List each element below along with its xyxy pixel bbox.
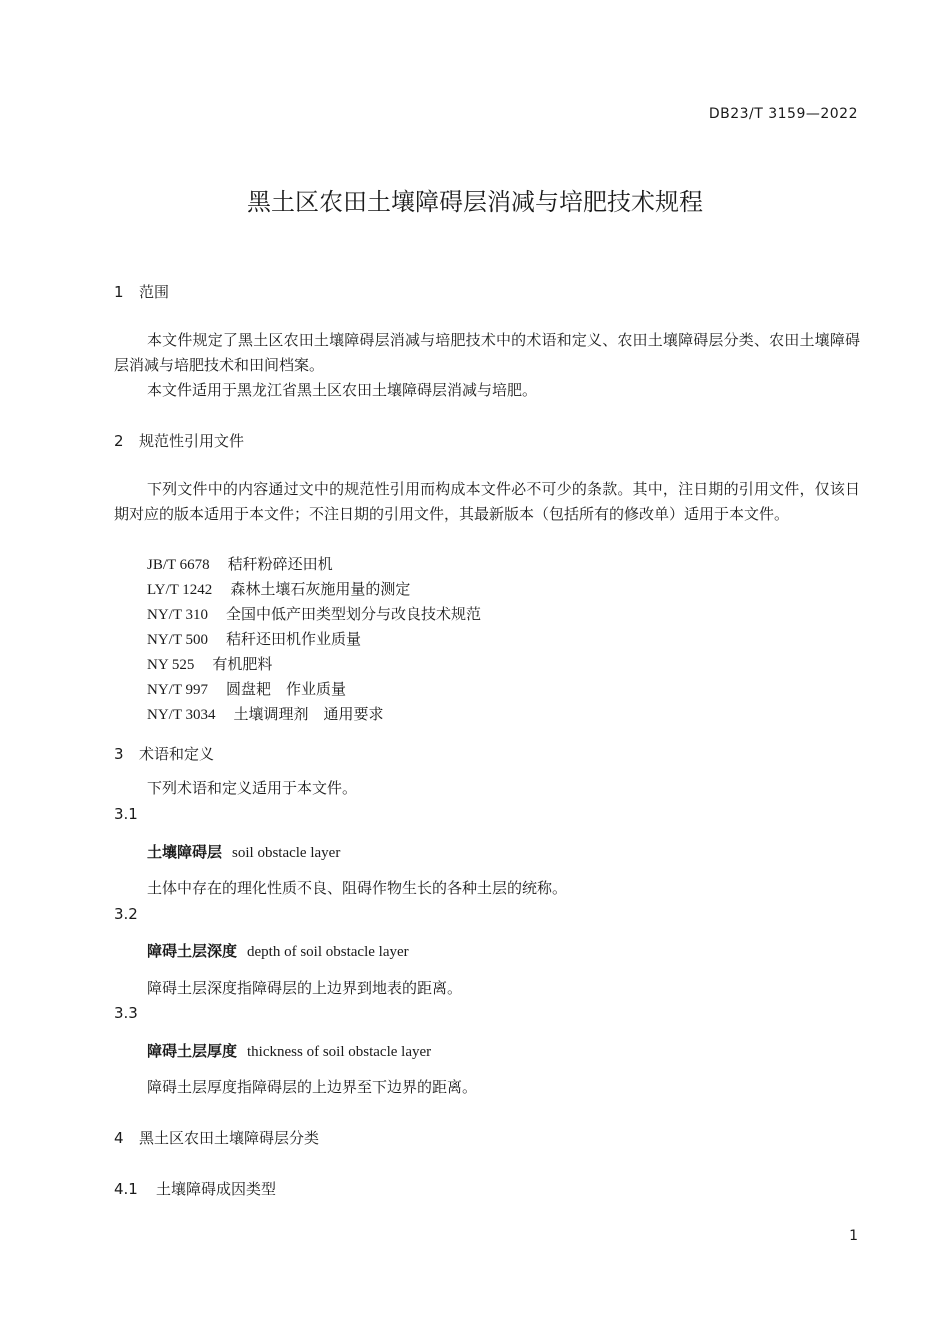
reference-item xyxy=(147,677,346,703)
scope-paragraph-1: 本文件规定了黑土区农田土壤障碍层消减与培肥技术中的术语和定义、农田土壤障碍层分类、农田土壤障碍层消减与培肥技术和田间档案。 xyxy=(114,331,860,374)
terms-intro: 下列术语和定义适用于本文件。 xyxy=(147,779,358,797)
subsection-title: 土壤障碍成因类型 xyxy=(156,1180,277,1198)
section-number: 3 xyxy=(114,745,124,763)
reference-code: NY/T 3034 xyxy=(147,707,216,723)
reference-title: 圆盘耙 作业质量 xyxy=(225,680,346,698)
reference-item xyxy=(147,627,361,653)
reference-code: NY/T 997 xyxy=(147,682,208,698)
reference-title: 全国中低产田类型划分与改良技术规范 xyxy=(225,605,481,623)
scope-paragraph-2: 本文件适用于黑龙江省黑土区农田土壤障碍层消减与培肥。 xyxy=(147,381,538,399)
term-definition: 土体中存在的理化性质不良、阻碍作物生长的各种土层的统称。 xyxy=(147,879,568,897)
section-1-heading xyxy=(114,281,169,302)
term-number: 3.1 xyxy=(114,805,138,823)
reference-title: 有机肥料 xyxy=(212,655,273,673)
term-chinese: 土壤障碍层 xyxy=(147,843,223,861)
section-number: 4 xyxy=(114,1129,124,1147)
term-heading xyxy=(147,939,409,965)
reference-code: NY/T 310 xyxy=(147,607,208,623)
section-title: 黑土区农田土壤障碍层分类 xyxy=(139,1129,320,1147)
term-definition: 障碍土层深度指障碍层的上边界到地表的距离。 xyxy=(147,979,463,997)
section-3-heading xyxy=(114,743,214,764)
standard-code: DB23/T 3159—2022 xyxy=(708,106,858,122)
term-number: 3.2 xyxy=(114,905,138,923)
section-2-heading xyxy=(114,430,244,451)
term-english: depth of soil obstacle layer xyxy=(247,944,409,960)
reference-title: 土壤调理剂 通用要求 xyxy=(233,705,384,723)
reference-item xyxy=(147,602,481,628)
reference-item xyxy=(147,577,410,603)
term-chinese: 障碍土层深度 xyxy=(147,942,238,960)
reference-item xyxy=(147,552,333,578)
reference-title: 秸秆粉碎还田机 xyxy=(227,555,333,573)
subsection-4-1-heading xyxy=(114,1178,276,1199)
term-heading xyxy=(147,840,340,866)
normative-references-paragraph: 下列文件中的内容通过文中的规范性引用而构成本文件必不可少的条款。其中，注日期的引用文件，仅该日期对应的版本适用于本文件；不注日期的引用文件，其最新版本（包括所有的修改单）适用于本文件。 xyxy=(114,480,860,523)
reference-title: 秸秆还田机作业质量 xyxy=(225,630,361,648)
reference-code: NY 525 xyxy=(147,657,195,673)
section-title: 规范性引用文件 xyxy=(139,432,245,450)
section-4-heading xyxy=(114,1127,319,1148)
section-title: 术语和定义 xyxy=(139,745,215,763)
document-title: 黑土区农田土壤障碍层消减与培肥技术规程 xyxy=(247,188,703,216)
term-definition: 障碍土层厚度指障碍层的上边界至下边界的距离。 xyxy=(147,1078,478,1096)
term-heading xyxy=(147,1039,431,1065)
term-english: soil obstacle layer xyxy=(232,845,341,861)
reference-code: NY/T 500 xyxy=(147,632,208,648)
section-title: 范围 xyxy=(139,283,170,301)
reference-code: JB/T 6678 xyxy=(147,557,210,573)
term-english: thickness of soil obstacle layer xyxy=(247,1044,432,1060)
reference-item xyxy=(147,702,384,728)
term-number: 3.3 xyxy=(114,1004,138,1022)
reference-title: 森林土壤石灰施用量的测定 xyxy=(230,580,411,598)
subsection-number: 4.1 xyxy=(114,1180,138,1198)
section-number: 1 xyxy=(114,283,124,301)
section-number: 2 xyxy=(114,432,124,450)
reference-code: LY/T 1242 xyxy=(147,582,213,598)
reference-item xyxy=(147,652,272,678)
term-chinese: 障碍土层厚度 xyxy=(147,1042,238,1060)
page-number: 1 xyxy=(849,1228,858,1244)
